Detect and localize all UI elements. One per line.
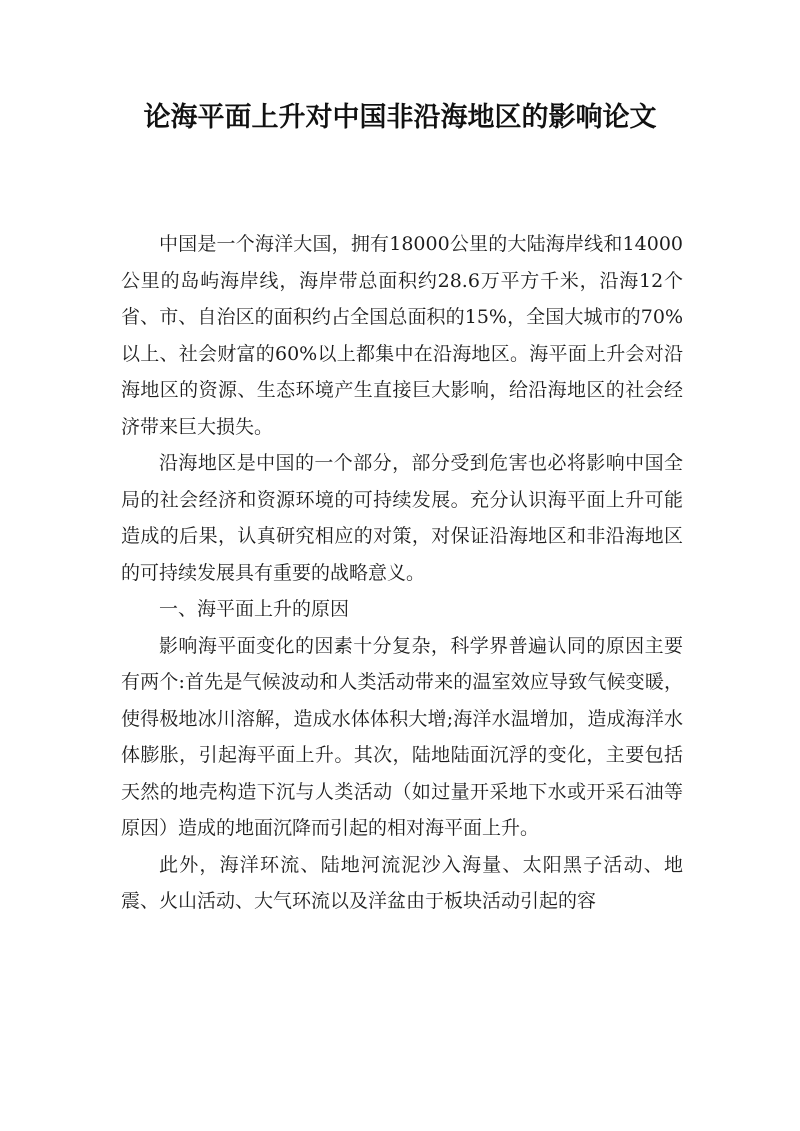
document-body	[121, 226, 683, 920]
section-heading-causes: 一、海平面上升的原因	[159, 598, 350, 620]
paragraph-other-factors: 此外，海洋环流、陆地河流泥沙入海量、太阳黑子活动、地震、火山活动、大气环流以及洋盆由于板块活动引起的容	[121, 853, 683, 912]
paragraph-causes: 影响海平面变化的因素十分复杂，科学界普遍认同的原因主要有两个:首先是气候波动和人类活动带来的温室效应导致气候变暖，使得极地冰川溶解，造成水体体积大增;海洋水温增加，造成海洋水体膨胀，引起海平面上升。其次，陆地陆面沉浮的变化，主要包括天然的地壳构造下沉与人类活动（如过量开采地下水或开采石油等原因）造成的地面沉降而引起的相对海平面上升。	[121, 634, 683, 839]
paragraph-intro: 中国是一个海洋大国，拥有18000公里的大陆海岸线和14000公里的岛屿海岸线，海岸带总面积约28.6万平方千米，沿海12个省、市、自治区的面积约占全国总面积的15%，全国大城市的70%以上、社会财富的60%以上都集中在沿海地区。海平面上升会对沿海地区的资源、生态环境产生直接巨大影响，给沿海地区的社会经济带来巨大损失。	[121, 233, 683, 438]
paragraph-coastal-importance: 沿海地区是中国的一个部分，部分受到危害也必将影响中国全局的社会经济和资源环境的可持续发展。充分认识海平面上升可能造成的后果，认真研究相应的对策，对保证沿海地区和非沿海地区的可持续发展具有重要的战略意义。	[121, 452, 683, 584]
document-title: 论海平面上升对中国非沿海地区的影响论文	[143, 102, 657, 133]
